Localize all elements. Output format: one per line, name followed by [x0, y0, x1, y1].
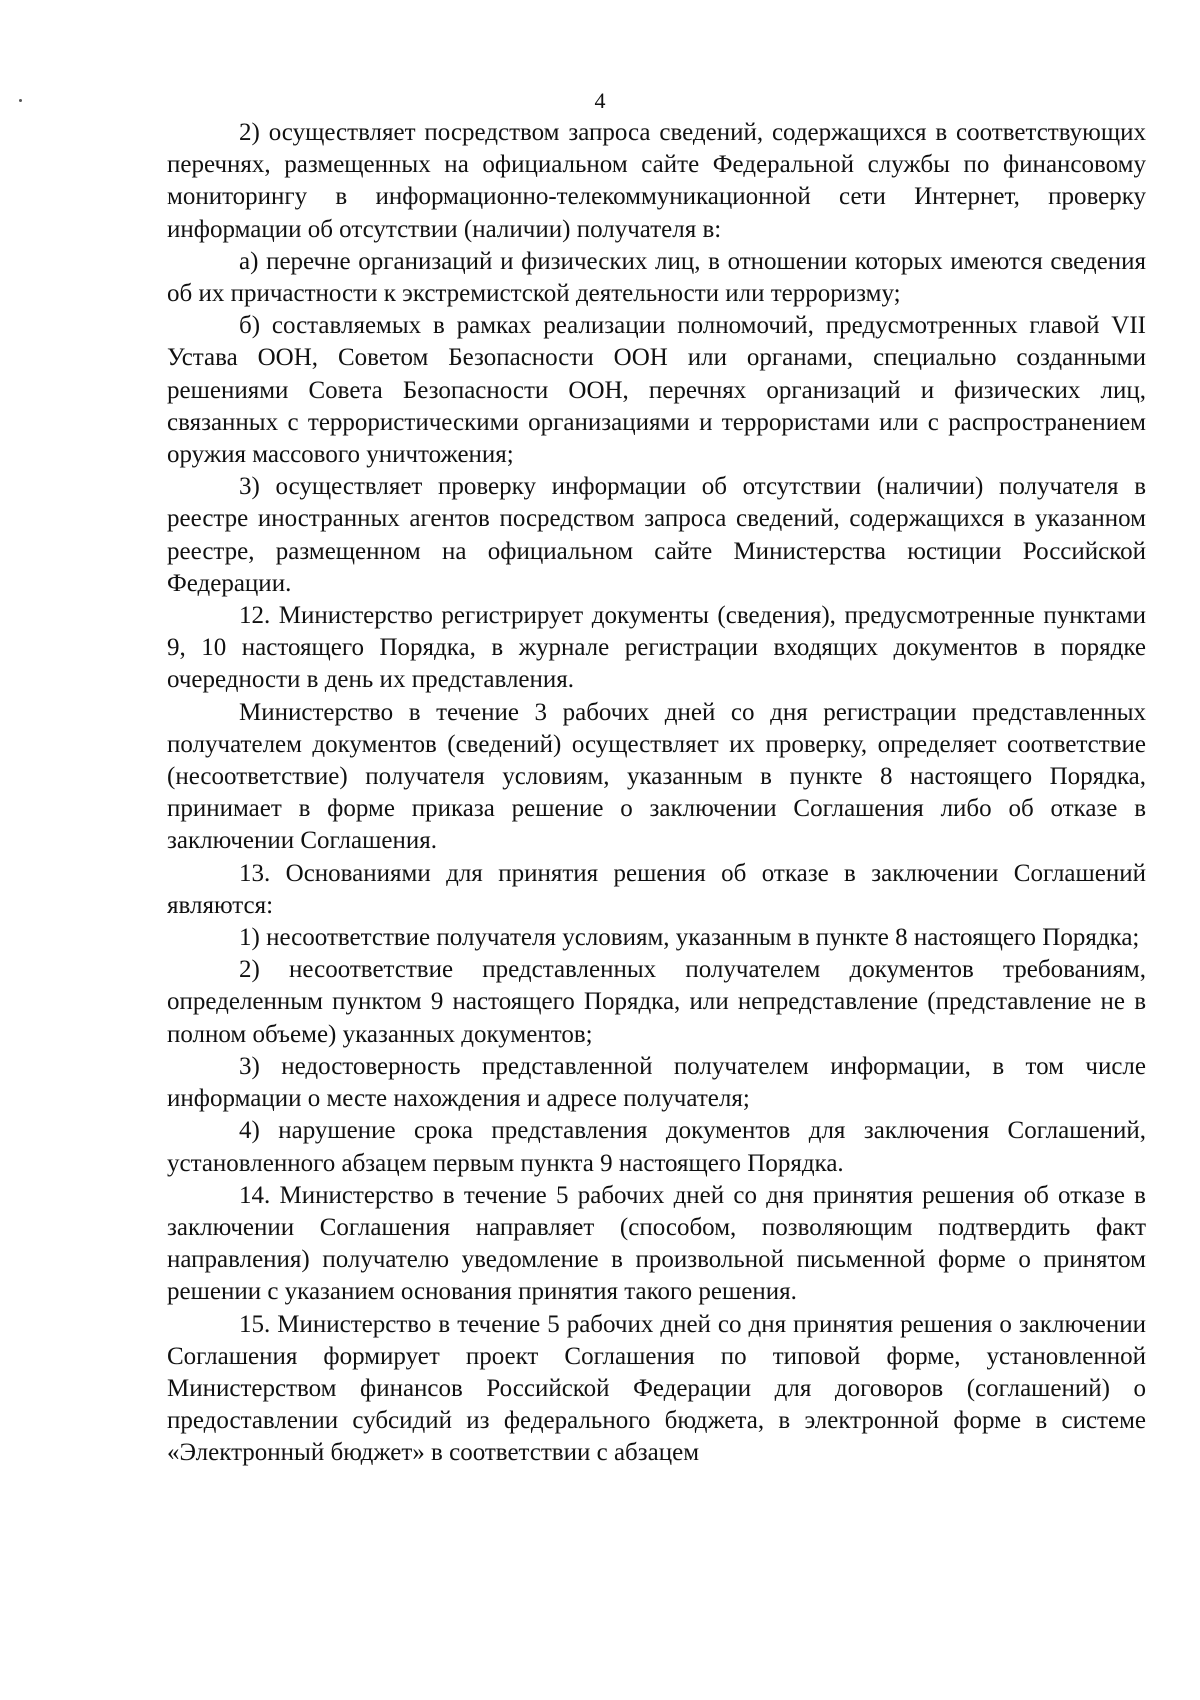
page-number: 4 [594, 88, 606, 113]
paragraph-15: 15. Министерство в течение 5 рабочих дней со дня принятия решения о заключении Соглашения формирует проект Соглашения по типовой форме, установленной Министерством финансов Российской Федерации для договоров (соглашений) о предоставлении субсидий из федерального бюджета, в электронной форме в системе «Электронный бюджет» в соответствии с абзацем [167, 1310, 1146, 1467]
paragraph-13-1: 1) несоответствие получателя условиям, указанным в пункте 8 настоящего Порядка; [239, 924, 1140, 952]
paragraph-11-3: 3) осуществляет проверку информации об отсутствии (наличии) получателя в реестре иностранных агентов посредством запроса сведений, содержащихся в указанном реестре, размещенном на официальном сайте Министерства юстиции Российской Федерации. [167, 473, 1146, 597]
paragraph-12: 12. Министерство регистрирует документы (сведения), предусмотренные пунктами 9, 10 настоящего Порядка, в журнале регистрации входящих документов в порядке очередности в день их представления. [167, 602, 1146, 694]
paragraph-13-2: 2) несоответствие представленных получателем документов требованиям, определенным пунктом 9 настоящего Порядка, или непредставление (представление не в полном объеме) указанных документов; [167, 956, 1146, 1048]
paragraph-11-2-b: б) составляемых в рамках реализации полномочий, предусмотренных главой VII Устава ООН, Советом Безопасности ООН или органами, специально созданными решениями Совета Безопасности ООН, перечнях организаций и физических лиц, связанных с террористическими организациями и террористами или с распространением оружия массового уничтожения; [167, 312, 1146, 469]
paragraph-11-2: 2) осуществляет посредством запроса сведений, содержащихся в соответствующих перечнях, размещенных на официальном сайте Федеральной службы по финансовому мониторингу в информационно-телекоммуникационной сети Интернет, проверку информации об отсутствии (наличии) получателя в: [167, 119, 1146, 243]
paragraph-13: 13. Основаниями для принятия решения об отказе в заключении Соглашений являются: [167, 859, 1146, 919]
paragraph-14: 14. Министерство в течение 5 рабочих дней со дня принятия решения об отказе в заключении Соглашения направляет (способом, позволяющим подтвердить факт направления) получателю уведомление в произвольной письменной форме о принятом решении с указанием основания принятия такого решения. [167, 1181, 1146, 1306]
document-body [167, 117, 1146, 1470]
paragraph-13-4: 4) нарушение срока представления документов для заключения Соглашений, установленного абзацем первым пункта 9 настоящего Порядка. [167, 1117, 1146, 1177]
paragraph-11-2-a: а) перечне организаций и физических лиц, в отношении которых имеются сведения об их причастности к экстремистской деятельности или терроризму; [167, 247, 1146, 308]
paragraph-13-3: 3) недостоверность представленной получателем информации, в том числе информации о месте нахождения и адресе получателя; [167, 1052, 1146, 1113]
paragraph-12-2: Министерство в течение 3 рабочих дней со дня регистрации представленных получателем документов (сведений) осуществляет их проверку, определяет соответствие (несоответствие) получателя условиям, указанным в пункте 8 настоящего Порядка, принимает в форме приказа решение о заключении Соглашения либо об отказе в заключении Соглашения. [167, 698, 1146, 855]
